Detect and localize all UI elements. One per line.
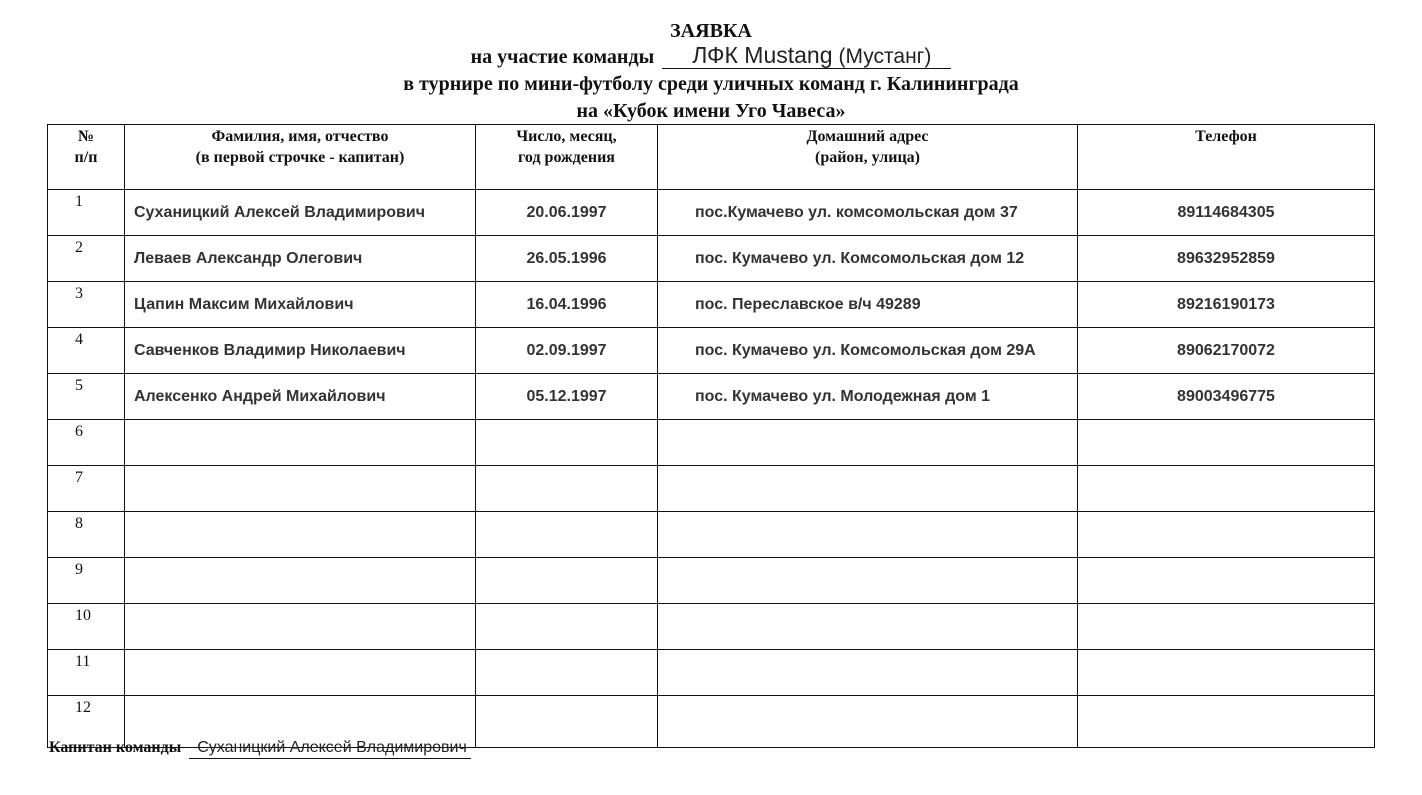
col-header-num-line1: № [77, 128, 95, 145]
row-number: 12 [48, 696, 125, 748]
col-header-address-line2: (район, улица) [814, 149, 920, 166]
player-name: Суханицкий Алексей Владимирович [125, 190, 476, 236]
row-number: 6 [48, 420, 125, 466]
table-row [48, 190, 1375, 236]
table-row [48, 558, 1375, 604]
player-dob [476, 604, 658, 650]
player-dob: 20.06.1997 [476, 190, 658, 236]
player-dob [476, 466, 658, 512]
row-number: 8 [48, 512, 125, 558]
player-address [658, 650, 1078, 696]
player-dob: 16.04.1996 [476, 282, 658, 328]
row-number: 1 [48, 190, 125, 236]
table-row [48, 650, 1375, 696]
col-header-address-line1: Домашний адрес [806, 128, 929, 145]
captain-name: Суханицкий Алексей Владимирович [189, 738, 471, 759]
table-row [48, 328, 1375, 374]
row-number: 10 [48, 604, 125, 650]
player-address [658, 512, 1078, 558]
player-name [125, 650, 476, 696]
player-phone [1078, 604, 1375, 650]
col-header-dob [476, 125, 658, 190]
player-name [125, 466, 476, 512]
tournament-line: в турнире по мини-футболу среди уличных команд г. Калининграда [403, 73, 1019, 95]
captain-line [49, 738, 471, 759]
team-name-field [662, 44, 951, 69]
player-dob [476, 558, 658, 604]
col-header-dob-line1: Число, месяц, [516, 128, 617, 145]
player-address: пос. Кумачево ул. Комсомольская дом 29А [658, 328, 1078, 374]
player-dob: 05.12.1997 [476, 374, 658, 420]
player-dob [476, 696, 658, 748]
col-header-num-line2: п/п [74, 149, 98, 166]
player-dob [476, 512, 658, 558]
row-number: 11 [48, 650, 125, 696]
player-address [658, 604, 1078, 650]
player-phone [1078, 696, 1375, 748]
col-header-name-line2: (в первой строчке - капитан) [195, 149, 405, 166]
row-number: 5 [48, 374, 125, 420]
player-address [658, 420, 1078, 466]
col-header-phone-line1: Телефон [1195, 128, 1257, 145]
player-name [125, 420, 476, 466]
player-name: Савченков Владимир Николаевич [125, 328, 476, 374]
player-address: пос. Переславское в/ч 49289 [658, 282, 1078, 328]
player-address [658, 696, 1078, 748]
player-dob: 02.09.1997 [476, 328, 658, 374]
captain-label: Капитан команды [49, 739, 182, 756]
col-header-address [658, 125, 1078, 190]
row-number: 3 [48, 282, 125, 328]
player-address [658, 466, 1078, 512]
col-header-phone [1078, 125, 1375, 190]
table-row [48, 374, 1375, 420]
player-phone [1078, 558, 1375, 604]
team-name-ru: (Мустанг) [838, 45, 932, 68]
player-phone [1078, 466, 1375, 512]
player-dob: 26.05.1996 [476, 236, 658, 282]
player-name: Цапин Максим Михайлович [125, 282, 476, 328]
col-header-name-line1: Фамилия, имя, отчество [211, 128, 389, 145]
row-number: 2 [48, 236, 125, 282]
player-name [125, 558, 476, 604]
row-number: 9 [48, 558, 125, 604]
player-phone [1078, 420, 1375, 466]
player-phone [1078, 650, 1375, 696]
table-row [48, 236, 1375, 282]
team-name: ЛФК Mustang [692, 42, 833, 68]
player-phone: 89003496775 [1078, 374, 1375, 420]
col-header-name [125, 125, 476, 190]
player-name [125, 604, 476, 650]
col-header-dob-line2: год рождения [518, 149, 615, 166]
row-number: 4 [48, 328, 125, 374]
team-line [0, 44, 1422, 71]
player-name: Леваев Александр Олегович [125, 236, 476, 282]
player-address: пос.Кумачево ул. комсомольская дом 37 [658, 190, 1078, 236]
player-phone [1078, 512, 1375, 558]
player-phone: 89216190173 [1078, 282, 1375, 328]
row-number: 7 [48, 466, 125, 512]
roster-table [47, 124, 1375, 748]
col-header-num [48, 125, 125, 190]
player-name [125, 512, 476, 558]
team-line-prefix: на участие команды [470, 46, 655, 68]
player-address: пос. Кумачево ул. Молодежная дом 1 [658, 374, 1078, 420]
player-phone: 89062170072 [1078, 328, 1375, 374]
player-name: Алексенко Андрей Михайлович [125, 374, 476, 420]
table-row [48, 466, 1375, 512]
player-address: пос. Кумачево ул. Комсомольская дом 12 [658, 236, 1078, 282]
cup-line: на «Кубок имени Уго Чавеса» [576, 100, 846, 122]
document-header [0, 18, 1422, 125]
player-address [658, 558, 1078, 604]
table-row [48, 512, 1375, 558]
player-phone: 89114684305 [1078, 190, 1375, 236]
table-row [48, 604, 1375, 650]
player-dob [476, 420, 658, 466]
player-dob [476, 650, 658, 696]
table-header-row [48, 125, 1375, 190]
table-row [48, 420, 1375, 466]
document-title: ЗАЯВКА [670, 20, 752, 42]
table-row [48, 282, 1375, 328]
player-phone: 89632952859 [1078, 236, 1375, 282]
